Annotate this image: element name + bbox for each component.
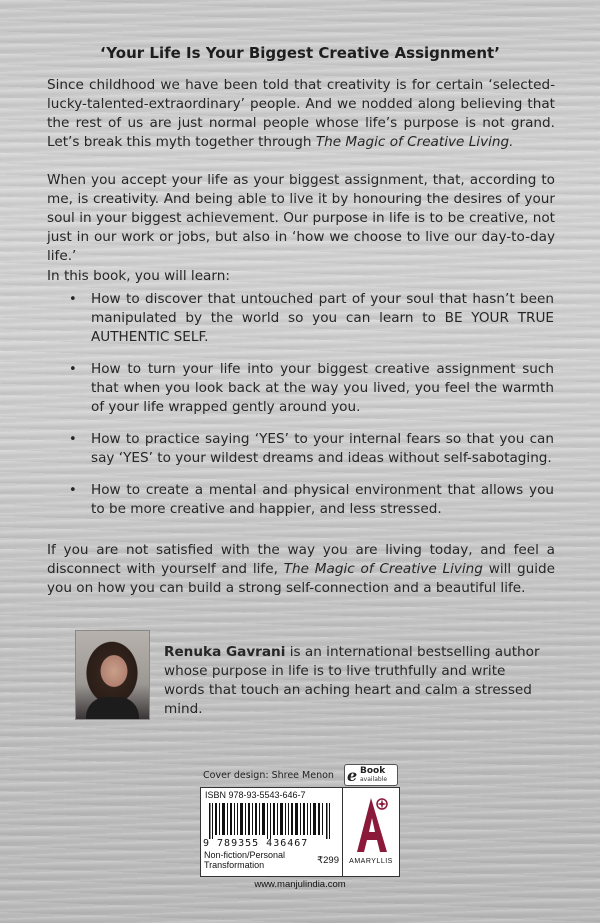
closing-text-b: will guide you on how you can build a strong self-connection and a beautiful life. <box>47 561 555 596</box>
publisher-logo-icon <box>351 794 391 856</box>
ebook-letter: e <box>347 766 358 785</box>
intro-book-title: The Magic of Creative Living. <box>315 134 514 150</box>
learn-intro: In this book, you will learn: <box>47 268 230 284</box>
list-item: • How to create a mental and physical environment that allows you to be more creative and happier, and less stressed. <box>60 481 554 519</box>
back-cover-heading: ‘Your Life Is Your Biggest Creative Assignment’ <box>100 44 500 62</box>
closing-paragraph <box>47 541 555 598</box>
isbn-number: ISBN 978-93-5543-646-7 <box>205 790 306 800</box>
closing-book-title: The Magic of Creative Living <box>283 561 483 577</box>
author-photo <box>75 630 150 720</box>
publisher-panel <box>342 787 400 877</box>
list-item: • How to turn your life into your biggest creative assignment such that when you look back at the way you lived, you feel the warmth of your life wrapped gently around you. <box>60 360 554 417</box>
barcode-icon <box>209 803 335 839</box>
intro-text: Since childhood we have been told that creativity is for certain ‘selected-lucky-talented-extraordinary’ people. And we nodded along believing that the rest of us are just normal people whose life’s purpose is not grand. Let’s break this myth together through <box>47 77 555 150</box>
ebook-sub: available <box>360 776 388 783</box>
book-price: ₹299 <box>317 855 339 866</box>
cover-design-credit: Cover design: Shree Menon <box>203 770 334 781</box>
learning-points-list <box>60 290 554 532</box>
ebook-word: Book <box>360 766 386 776</box>
author-name: Renuka Gavrani <box>164 644 286 660</box>
list-item: • How to discover that untouched part of your soul that hasn’t been manipulated by the world so you can learn to BE YOUR TRUE AUTHENTIC SELF. <box>60 290 554 347</box>
closing-text-a: If you are not satisfied with the way you are living today, and feel a disconnect with yourself and life, <box>47 542 555 577</box>
publisher-website: www.manjulindia.com <box>254 879 346 890</box>
ebook-available-badge <box>344 764 398 786</box>
book-category: Non-fiction/Personal Transformation <box>204 850 286 870</box>
barcode-digits: 9 789355 436467 <box>203 838 309 849</box>
author-bio <box>164 643 540 719</box>
creativity-paragraph: When you accept your life as your biggest assignment, that, according to me, is creativity. And being able to live it by honouring the desires of your soul in your biggest achievement. Our purpose in life is to be creative, not just in our work or jobs, but also in ‘how we choose to live our day-to-day life.’ <box>47 172 555 264</box>
barcode-panel <box>200 787 344 877</box>
author-bio-text: is an international bestselling author whose purpose in life is to live truthfully and write words that touch an aching heart and calm a stressed mind. <box>164 644 540 717</box>
publisher-name: AMARYLLIS <box>349 858 393 865</box>
intro-paragraph <box>47 76 555 152</box>
list-item: • How to practice saying ‘YES’ to your internal fears so that you can say ‘YES’ to your wildest dreams and ideas without self-sabotaging. <box>60 430 554 468</box>
